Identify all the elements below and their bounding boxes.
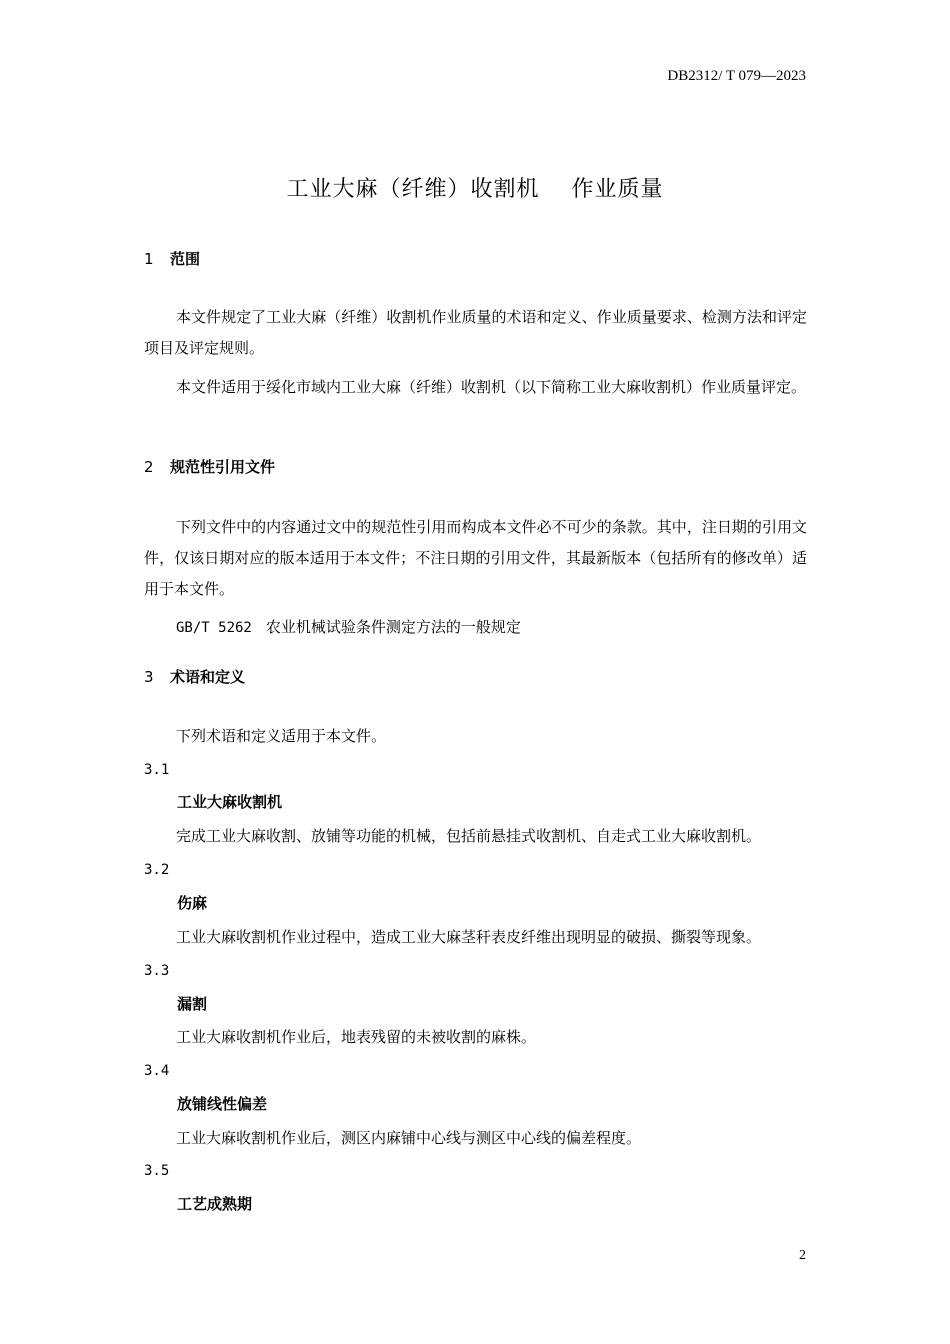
paragraph: 下列文件中的内容通过文中的规范性引用而构成本文件必不可少的条款。其中，注日期的引用文件，仅该日期对应的版本适用于本文件；不注日期的引用文件，其最新版本（包括所有的修改单）适用于本文件。 (144, 518, 807, 598)
paragraph: 本文件规定了工业大麻（纤维）收割机作业质量的术语和定义、作业质量要求、检测方法和评定项目及评定规则。 (144, 308, 807, 357)
term-number: 3.2 (144, 862, 170, 878)
normative-reference (144, 612, 807, 644)
section-heading-2 (144, 452, 807, 483)
reference-code: GB/T 5262 (176, 620, 252, 636)
section-title: 规范性引用文件 (170, 458, 276, 476)
paragraph: 本文件适用于绥化市域内工业大麻（纤维）收割机（以下简称工业大麻收割机）作业质量评定。 (176, 378, 807, 396)
term-definition: 完成工业大麻收割、放铺等功能的机械，包括前悬挂式收割机、自走式工业大麻收割机。 (176, 827, 762, 845)
term-name: 工艺成熟期 (177, 1195, 253, 1213)
document-code: DB2312/ T 079—2023 (667, 68, 806, 84)
section-number: 3 (144, 668, 154, 686)
section-heading-3 (144, 662, 807, 693)
term-number: 3.1 (144, 762, 170, 778)
section-number: 2 (144, 458, 154, 476)
term-number: 3.5 (144, 1163, 170, 1179)
section-heading-1 (144, 244, 807, 275)
section-number: 1 (144, 250, 154, 268)
paragraph: 下列术语和定义适用于本文件。 (176, 727, 387, 745)
term-definition: 工业大麻收割机作业后，地表残留的未被收割的麻株。 (176, 1028, 537, 1046)
section-title: 范围 (170, 250, 201, 268)
term-number: 3.4 (144, 1063, 170, 1079)
term-name: 伤麻 (177, 894, 208, 912)
term-name: 工业大麻收割机 (177, 793, 283, 811)
term-name: 放铺线性偏差 (177, 1095, 268, 1113)
page-number: 2 (799, 1248, 806, 1263)
term-definition: 工业大麻收割机作业后，测区内麻铺中心线与测区中心线的偏差程度。 (176, 1129, 642, 1147)
term-definition: 工业大麻收割机作业过程中，造成工业大麻茎秆表皮纤维出现明显的破损、撕裂等现象。 (176, 928, 762, 946)
term-name: 漏割 (177, 995, 208, 1013)
document-title: 工业大麻（纤维）收割机 作业质量 (286, 177, 664, 202)
term-number: 3.3 (144, 963, 170, 979)
reference-title: 农业机械试验条件测定方法的一般规定 (265, 618, 521, 636)
section-title: 术语和定义 (170, 668, 246, 686)
